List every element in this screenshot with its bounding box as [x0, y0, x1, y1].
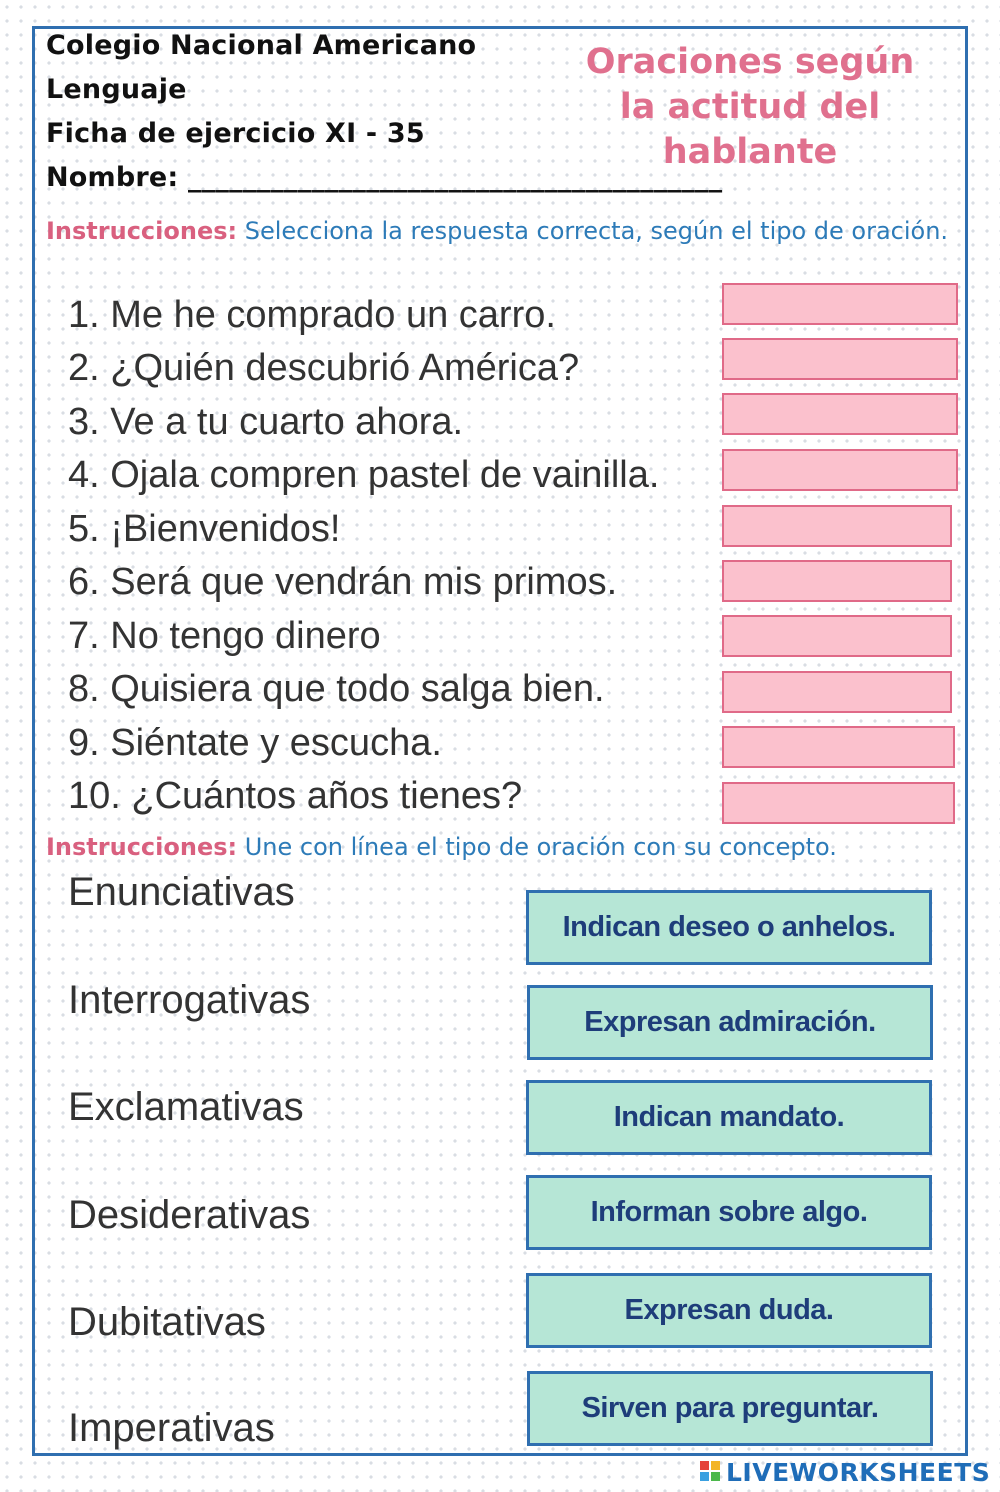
concept-admiracion[interactable]: Expresan admiración.	[527, 985, 933, 1060]
type-enunciativas[interactable]: Enunciativas	[68, 870, 295, 914]
type-dubitativas[interactable]: Dubitativas	[68, 1300, 266, 1344]
liveworksheets-logo-icon	[700, 1461, 722, 1483]
sentence-1: 1. Me he comprado un carro.	[68, 294, 556, 336]
answer-box-1[interactable]	[722, 283, 958, 325]
title-line-3: hablante	[662, 132, 838, 172]
subject: Lenguaje	[46, 74, 187, 105]
name-line: Nombre: _______________________________________	[46, 162, 723, 193]
sentence-3: 3. Ve a tu cuarto ahora.	[68, 401, 464, 443]
sentence-7: 7. No tengo dinero	[68, 615, 381, 657]
instructions-2	[46, 830, 966, 865]
liveworksheets-watermark	[700, 1458, 990, 1486]
instructions-text: Une con línea el tipo de oración con su concepto.	[237, 833, 837, 861]
sentence-4: 4. Ojala compren pastel de vainilla.	[68, 454, 660, 496]
worksheet-id: Ficha de ejercicio XI - 35	[46, 118, 425, 149]
sentence-9: 9. Siéntate y escucha.	[68, 722, 442, 764]
sentence-10: 10. ¿Cuántos años tienes?	[68, 775, 523, 817]
concept-preguntar[interactable]: Sirven para preguntar.	[527, 1371, 933, 1446]
type-interrogativas[interactable]: Interrogativas	[68, 978, 311, 1022]
instructions-1	[46, 214, 956, 249]
answer-box-6[interactable]	[722, 560, 952, 602]
type-imperativas[interactable]: Imperativas	[68, 1406, 275, 1450]
concept-mandato[interactable]: Indican mandato.	[526, 1080, 932, 1155]
answer-box-2[interactable]	[722, 338, 958, 380]
sentence-2: 2. ¿Quién descubrió América?	[68, 347, 580, 389]
concept-informan[interactable]: Informan sobre algo.	[526, 1175, 932, 1250]
answer-box-3[interactable]	[722, 393, 958, 435]
watermark-text: LIVEWORKSHEETS	[726, 1457, 991, 1487]
concept-duda[interactable]: Expresan duda.	[526, 1273, 932, 1348]
title-line-2: la actitud del	[619, 87, 881, 127]
answer-box-9[interactable]	[722, 726, 955, 768]
school-name: Colegio Nacional Americano	[46, 30, 477, 61]
sentence-6: 6. Será que vendrán mis primos.	[68, 561, 618, 603]
sentence-5: 5. ¡Bienvenidos!	[68, 508, 341, 550]
answer-box-5[interactable]	[722, 505, 952, 547]
answer-box-10[interactable]	[722, 782, 955, 824]
answer-box-7[interactable]	[722, 615, 952, 657]
instructions-label: Instrucciones:	[46, 217, 238, 245]
answer-box-4[interactable]	[722, 449, 958, 491]
title-line-1: Oraciones según	[585, 42, 915, 82]
instructions-text: Selecciona la respuesta correcta, según el tipo de oración.	[237, 217, 949, 245]
sentence-8: 8. Quisiera que todo salga bien.	[68, 668, 605, 710]
page-title	[560, 40, 940, 175]
instructions-label: Instrucciones:	[46, 833, 238, 861]
type-desiderativas[interactable]: Desiderativas	[68, 1193, 311, 1237]
type-exclamativas[interactable]: Exclamativas	[68, 1085, 304, 1129]
concept-deseo[interactable]: Indican deseo o anhelos.	[526, 890, 932, 965]
answer-box-8[interactable]	[722, 671, 952, 713]
